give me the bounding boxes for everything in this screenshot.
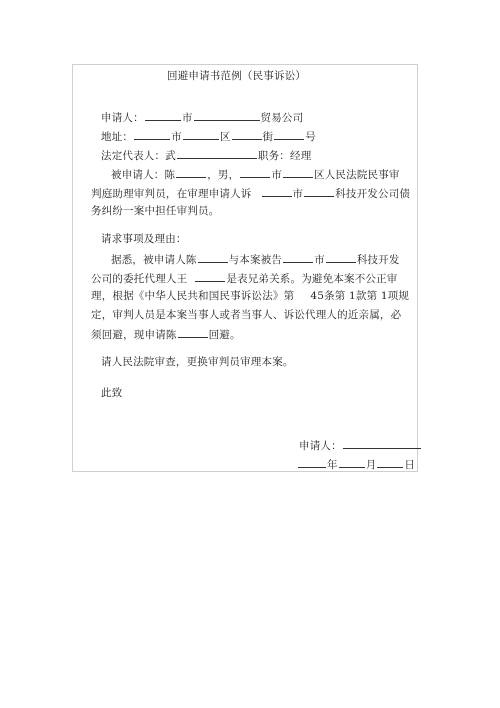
date-month-blank <box>339 456 365 468</box>
address-street-blank <box>232 128 262 140</box>
respondent-district-blank <box>283 166 313 178</box>
signature-line <box>299 437 422 453</box>
respondent-company-blank <box>304 185 334 197</box>
request-text: 回避。 <box>208 329 241 341</box>
respondent-text: 被申请人：陈 <box>111 169 176 181</box>
respondent-text: 科技开发公司债 <box>335 188 411 200</box>
respondent-text: 市 <box>271 169 283 181</box>
request-para-line-5 <box>91 326 241 342</box>
closing-text: 请人民法院审查，更换审判员审理本案。 <box>101 356 294 368</box>
request-text: 理，根据《中华人民共和国民事诉讼法》第 <box>91 290 295 302</box>
request-text: 45条第 1款第 1项规 <box>310 290 410 302</box>
respondent-text: 区人民法院民事审 <box>314 169 400 181</box>
date-year: 年 <box>327 459 338 471</box>
request-para-line-2 <box>91 270 398 286</box>
respondent-line-3: 务纠纷一案中担任审判员。 <box>91 205 220 217</box>
respondent-city-blank <box>240 166 270 178</box>
legal-rep-name-blank <box>177 147 257 159</box>
applicant-company-suffix: 贸易公司 <box>260 112 304 124</box>
request-text: 科技开发 <box>356 254 400 266</box>
address-street: 街 <box>262 131 274 143</box>
respondent-name-blank <box>176 166 206 178</box>
applicant-company-blank <box>194 109 260 121</box>
request-name2-blank <box>178 326 208 338</box>
document-frame <box>72 64 418 472</box>
respondent-text: ，男， <box>207 169 240 181</box>
signature-label: 申请人： <box>299 440 342 452</box>
respondent-text: 判庭助理审判员，在审理申请人诉 <box>91 188 252 200</box>
date-day-blank <box>377 456 403 468</box>
applicant-label: 申请人： <box>101 112 144 124</box>
respondent-text: 市 <box>292 188 304 200</box>
document-title: 回避申请书范例（民事诉讼） <box>167 70 307 82</box>
address-number-blank <box>274 128 304 140</box>
date-day: 日 <box>404 459 416 471</box>
legal-rep-label: 法定代表人：武 <box>101 150 176 162</box>
request-para-line-1 <box>111 251 400 267</box>
request-agent-blank <box>195 270 225 282</box>
request-text: 与本案被告 <box>228 254 283 266</box>
signature-blank <box>343 437 421 449</box>
address-city-blank <box>134 128 170 140</box>
request-name-blank <box>198 251 228 263</box>
respondent-line-1 <box>111 166 400 182</box>
request-text: 市 <box>314 254 325 266</box>
date-month: 月 <box>365 459 377 471</box>
address-number: 号 <box>305 131 316 143</box>
date-year-blank <box>298 456 326 468</box>
legal-rep-position: 职务：经理 <box>257 150 312 162</box>
request-heading: 请求事项及理由： <box>101 233 187 245</box>
request-para-line-4: 定，审判人员是本案当事人或者当事人、诉讼代理人的近亲属，必 <box>91 309 402 321</box>
request-text: 公司的委托代理人王 <box>91 273 188 285</box>
request-text: 是表兄弟关系。为避免本案不公正审 <box>226 273 398 285</box>
request-company-blank <box>326 251 356 263</box>
applicant-city-blank <box>145 109 181 121</box>
address-city: 市 <box>171 131 182 143</box>
applicant-line <box>101 109 303 125</box>
request-city-blank <box>283 251 313 263</box>
address-label: 地址： <box>101 131 134 143</box>
request-para-line-3 <box>91 289 409 303</box>
date-line <box>297 456 415 472</box>
closing-salute: 此致 <box>101 387 123 399</box>
legal-rep-line <box>101 147 311 163</box>
request-text: 据悉，被申请人陈 <box>111 254 197 266</box>
applicant-city-suffix: 市 <box>181 112 193 124</box>
address-district: 区 <box>219 131 231 143</box>
address-line <box>101 128 316 144</box>
respondent-city2-blank <box>262 185 292 197</box>
respondent-line-2 <box>91 185 410 201</box>
request-text: 须回避，现申请陈 <box>91 329 177 341</box>
address-district-blank <box>183 128 219 140</box>
